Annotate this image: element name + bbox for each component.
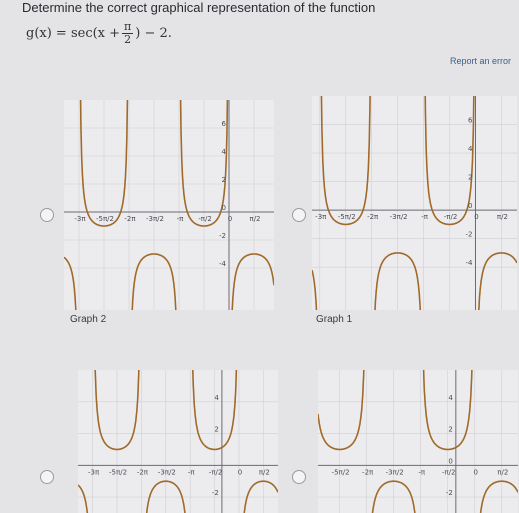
x-tick-label: -3π/2	[389, 213, 408, 222]
y-tick-label: -2	[445, 489, 453, 498]
x-tick-label: -π	[418, 468, 426, 477]
radio-graph-3[interactable]	[40, 470, 54, 484]
x-tick-label: -2π	[136, 468, 149, 477]
y-tick-label: 0	[468, 202, 473, 211]
y-tick-label: 2	[221, 176, 226, 184]
y-tick-label: 0	[448, 457, 453, 466]
formula-numerator: π	[124, 20, 132, 33]
x-tick-label: -2π	[124, 215, 136, 223]
y-tick-label: 2	[468, 173, 473, 182]
report-error-link[interactable]: Report an error	[449, 56, 511, 66]
radio-graph-1[interactable]	[292, 208, 306, 222]
y-tick-label: -2	[219, 232, 226, 240]
x-tick-label: 0	[237, 468, 243, 477]
x-tick-label: 0	[227, 215, 233, 223]
graph-2-plot	[64, 100, 274, 310]
question-title: Determine the correct graphical representation of the function	[22, 0, 376, 15]
plot-background	[312, 96, 517, 310]
plot-background	[64, 100, 274, 310]
x-tick-label: π/2	[497, 468, 509, 477]
formula-lhs: g(x) = sec(x +	[26, 26, 121, 41]
function-formula	[26, 21, 172, 46]
x-tick-label: -3π	[74, 215, 86, 223]
x-tick-label: -3π	[315, 213, 327, 222]
graph-2-label: Graph 2	[70, 314, 107, 325]
radio-graph-4[interactable]	[292, 470, 306, 484]
x-tick-label: -2π	[362, 468, 374, 477]
formula-denominator: 2	[124, 33, 132, 46]
x-tick-label: -5π/2	[331, 468, 350, 477]
y-tick-label: -2	[211, 489, 219, 498]
x-tick-label: -π/2	[198, 215, 212, 223]
y-tick-label: -4	[465, 259, 473, 268]
x-tick-label: -3π/2	[157, 468, 176, 477]
graph-3-plot	[78, 370, 278, 513]
y-tick-label: 2	[448, 425, 453, 434]
y-tick-label: 2	[214, 425, 219, 434]
graph-4-plot	[318, 370, 518, 513]
x-tick-label: 0	[474, 213, 479, 222]
x-tick-label: π/2	[249, 215, 261, 223]
x-tick-label: -π	[421, 213, 428, 222]
y-tick-label: 6	[221, 120, 226, 128]
formula-rhs: ) − 2.	[135, 26, 172, 41]
y-tick-label: 4	[448, 393, 453, 402]
graph-1-label: Graph 1	[316, 314, 353, 325]
y-tick-label: 4	[214, 393, 219, 402]
x-tick-label: π/2	[496, 213, 508, 222]
x-tick-label: 0	[473, 468, 478, 477]
x-tick-label: -3π/2	[145, 215, 165, 223]
x-tick-label: -2π	[367, 213, 379, 222]
x-tick-label: -3π	[88, 468, 100, 477]
x-tick-label: π/2	[258, 468, 270, 477]
y-tick-label: -4	[219, 260, 226, 268]
formula-fraction	[122, 21, 133, 46]
y-tick-label: 6	[468, 116, 473, 125]
x-tick-label: -5π/2	[337, 213, 356, 222]
graph-1-plot	[312, 96, 517, 310]
x-tick-label: -5π/2	[109, 468, 128, 477]
plot-background	[318, 370, 518, 513]
y-tick-label: 4	[221, 148, 226, 156]
x-tick-label: -π/2	[443, 213, 458, 222]
y-tick-label: 4	[468, 145, 473, 154]
y-tick-label: -2	[465, 230, 473, 239]
x-tick-label: -π	[187, 468, 195, 477]
x-tick-label: -π	[176, 215, 184, 223]
x-tick-label: -π/2	[441, 468, 456, 477]
x-tick-label: -3π/2	[385, 468, 404, 477]
x-tick-label: -π/2	[208, 468, 223, 477]
x-tick-label: -5π/2	[95, 215, 115, 223]
plot-background	[78, 370, 278, 513]
radio-graph-2[interactable]	[40, 208, 54, 222]
y-tick-label: 0	[221, 204, 226, 212]
